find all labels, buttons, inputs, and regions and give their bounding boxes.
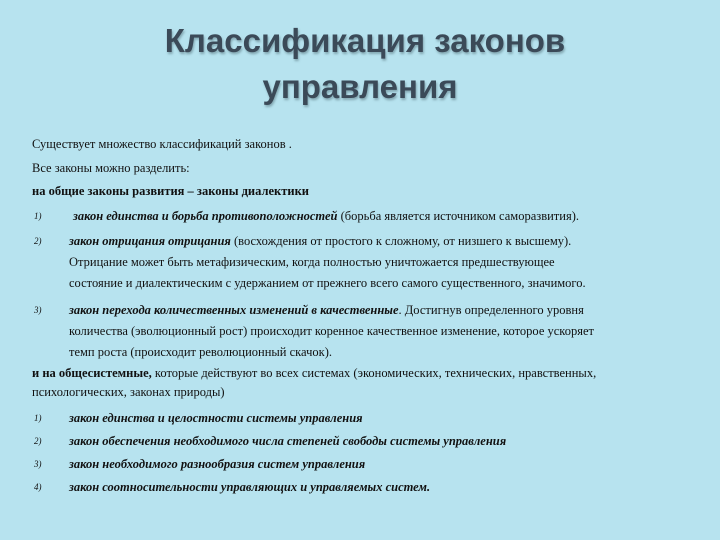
law-description-continued: количества (эволюционный рост) происходит коренное качественное изменение, которое ускоряет [69,324,594,338]
law-name: закон единства и борьба противоположностей [73,209,338,223]
law-name: закон единства и целостности системы управления [69,411,363,425]
item-number: 2) [34,236,42,246]
law-description-continued: темп роста (происходит революционный скачок). [69,345,332,359]
general-laws-heading: на общие законы развития – законы диалектики [32,184,309,198]
item-number: 1) [34,413,42,423]
law-description-continued: Отрицание может быть метафизическим, когда полностью уничтожается предшествующее [69,255,555,269]
item-number: 3) [34,305,42,315]
law-name: закон необходимого разнообразия систем управления [69,457,366,471]
slide-title-line1: Классификация законов [164,22,566,59]
intro-text-1: Существует множество классификаций законов . [32,137,292,151]
item-number: 4) [34,482,42,492]
law-description: (борьба является источником саморазвития). [337,209,579,223]
systemic-laws-text-continued: психологических, законах природы) [32,385,225,399]
systemic-laws-text: которые действуют во всех системах (экономических, технических, нравственных, [151,366,597,380]
law-description: (восхождения от простого к сложному, от низшего к высшему). [230,234,572,248]
intro-text-2: Все законы можно разделить: [32,161,190,175]
systemic-laws-heading: и на общесистемные, [32,366,152,380]
slide-title-line2: управления [262,68,458,105]
law-name: закон отрицания отрицания [69,234,231,248]
law-description-continued: состояние и диалектическим с удержанием от прежнего всего самого существенного, значимого. [69,276,586,290]
item-number: 1) [34,211,42,221]
law-name: закон перехода количественных изменений в качественные [69,303,399,317]
law-name: закон обеспечения необходимого числа степеней свободы системы управления [69,434,507,448]
systemic-laws-intro [32,363,596,383]
item-number: 2) [34,436,42,446]
law-name: закон соотносительности управляющих и управляемых систем. [69,480,431,494]
law-description: . Достигнув определенного уровня [398,303,584,317]
item-number: 3) [34,459,42,469]
slide-title [0,18,720,110]
